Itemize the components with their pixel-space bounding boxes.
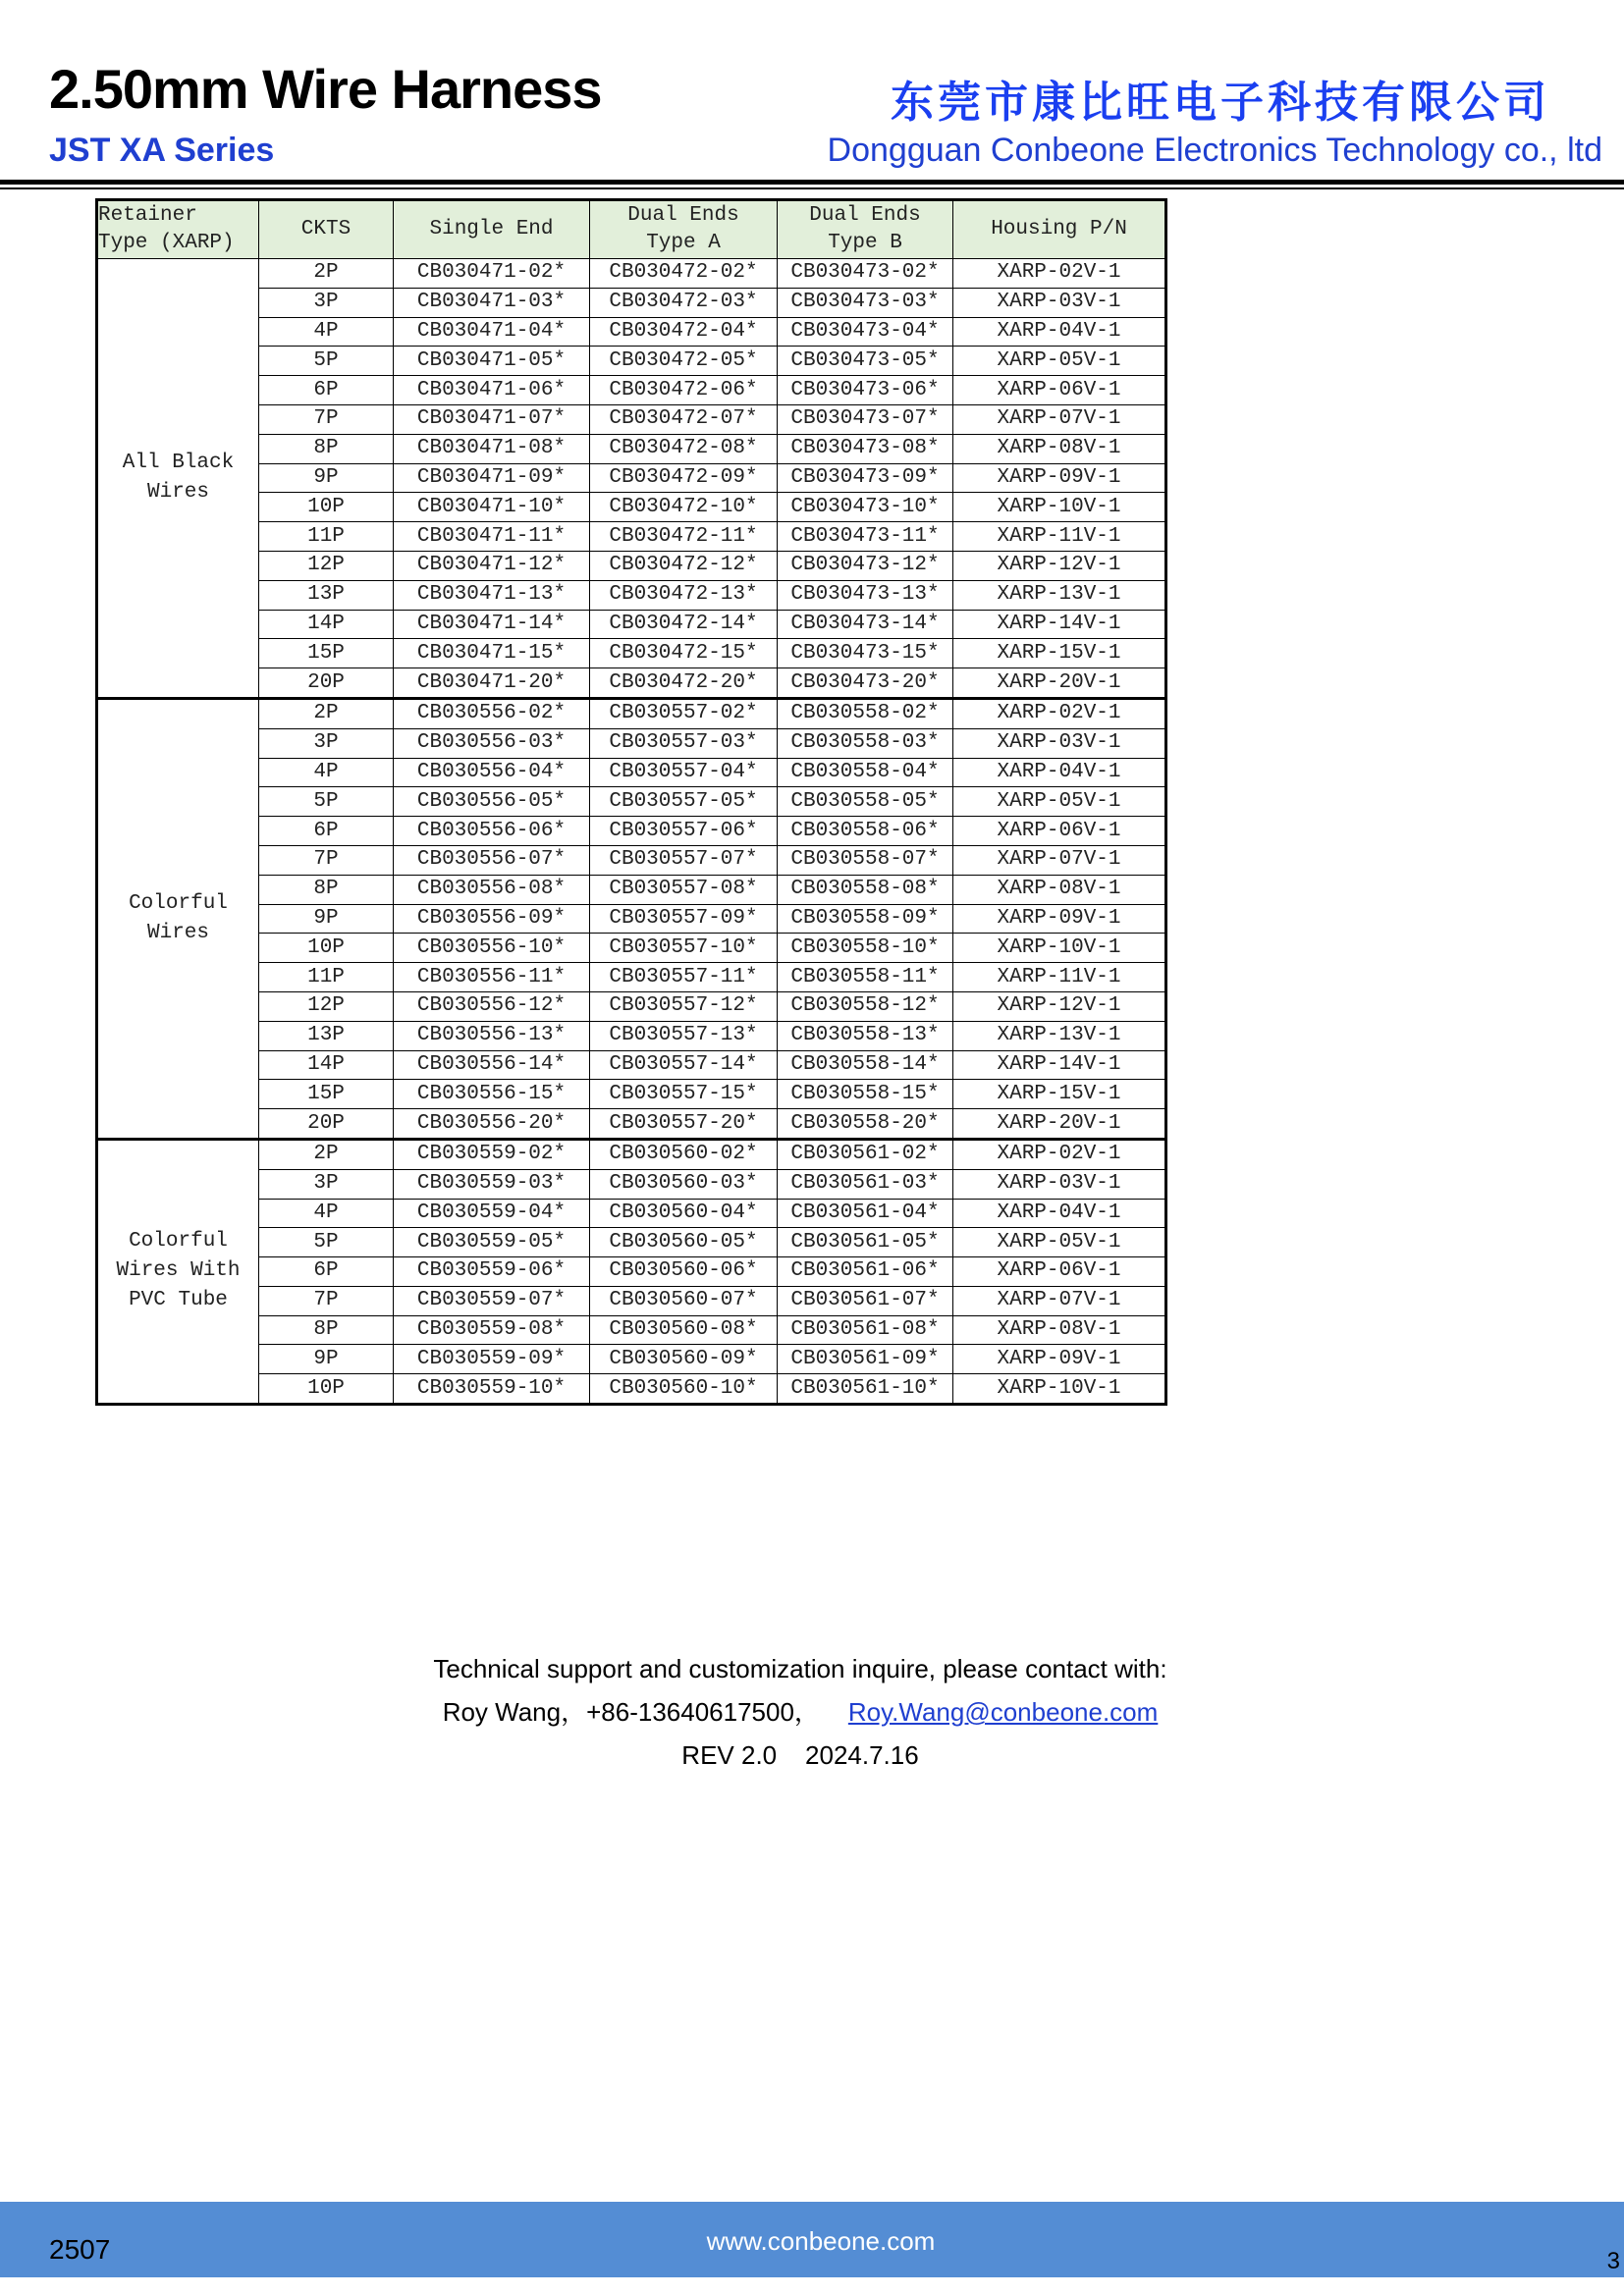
housing-pn-cell: XARP-03V-1 (953, 288, 1166, 317)
housing-pn-cell: XARP-04V-1 (953, 317, 1166, 347)
housing-pn-cell: XARP-14V-1 (953, 610, 1166, 639)
single-end-cell: CB030471-12* (394, 551, 590, 580)
dual-ends-a-cell: CB030472-20* (590, 668, 778, 699)
housing-pn-cell: XARP-04V-1 (953, 1199, 1166, 1228)
header-single-end: Single End (394, 200, 590, 259)
ckts-cell: 20P (259, 1109, 394, 1140)
dual-ends-b-cell: CB030558-10* (778, 934, 953, 963)
dual-ends-a-cell: CB030472-06* (590, 376, 778, 405)
ckts-cell: 13P (259, 1021, 394, 1050)
dual-ends-b-cell: CB030473-20* (778, 668, 953, 699)
header-housing-pn: Housing P/N (953, 200, 1166, 259)
ckts-cell: 2P (259, 698, 394, 728)
header-ckts: CKTS (259, 200, 394, 259)
ckts-cell: 7P (259, 404, 394, 434)
single-end-cell: CB030559-10* (394, 1374, 590, 1405)
dual-ends-b-cell: CB030561-06* (778, 1257, 953, 1287)
ckts-cell: 15P (259, 639, 394, 668)
ckts-cell: 9P (259, 463, 394, 493)
housing-pn-cell: XARP-14V-1 (953, 1050, 1166, 1080)
ckts-cell: 4P (259, 1199, 394, 1228)
company-name-english: Dongguan Conbeone Electronics Technology co., ltd (827, 132, 1602, 169)
housing-pn-cell: XARP-10V-1 (953, 1374, 1166, 1405)
header-rule-thin (0, 187, 1624, 189)
single-end-cell: CB030556-15* (394, 1080, 590, 1109)
revision-date: 2024.7.16 (805, 1740, 919, 1770)
series-subtitle: JST XA Series (49, 132, 275, 169)
single-end-cell: CB030556-03* (394, 728, 590, 758)
table-row (97, 259, 1166, 289)
dual-ends-b-cell: CB030558-05* (778, 787, 953, 817)
housing-pn-cell: XARP-05V-1 (953, 347, 1166, 376)
contact-block (0, 1647, 1600, 1777)
dual-ends-a-cell: CB030560-02* (590, 1139, 778, 1169)
dual-ends-b-cell: CB030473-13* (778, 580, 953, 610)
dual-ends-b-cell: CB030558-13* (778, 1021, 953, 1050)
ckts-cell: 13P (259, 580, 394, 610)
housing-pn-cell: XARP-07V-1 (953, 1286, 1166, 1315)
dual-ends-a-cell: CB030472-07* (590, 404, 778, 434)
single-end-cell: CB030556-14* (394, 1050, 590, 1080)
revision: REV 2.0 (681, 1740, 778, 1770)
dual-ends-b-cell: CB030558-03* (778, 728, 953, 758)
housing-pn-cell: XARP-09V-1 (953, 463, 1166, 493)
ckts-cell: 14P (259, 610, 394, 639)
housing-pn-cell: XARP-13V-1 (953, 580, 1166, 610)
dual-ends-a-cell: CB030560-09* (590, 1345, 778, 1374)
ckts-cell: 8P (259, 875, 394, 904)
single-end-cell: CB030471-06* (394, 376, 590, 405)
housing-pn-cell: XARP-05V-1 (953, 1228, 1166, 1257)
dual-ends-a-cell: CB030472-13* (590, 580, 778, 610)
single-end-cell: CB030559-09* (394, 1345, 590, 1374)
single-end-cell: CB030556-10* (394, 934, 590, 963)
dual-ends-a-cell: CB030560-10* (590, 1374, 778, 1405)
ckts-cell: 9P (259, 1345, 394, 1374)
single-end-cell: CB030556-02* (394, 698, 590, 728)
ckts-cell: 8P (259, 434, 394, 463)
single-end-cell: CB030556-08* (394, 875, 590, 904)
ckts-cell: 8P (259, 1315, 394, 1345)
ckts-cell: 3P (259, 728, 394, 758)
table-row (97, 698, 1166, 728)
dual-ends-a-cell: CB030560-07* (590, 1286, 778, 1315)
ckts-cell: 2P (259, 1139, 394, 1169)
ckts-cell: 3P (259, 288, 394, 317)
dual-ends-a-cell: CB030472-08* (590, 434, 778, 463)
dual-ends-a-cell: CB030557-08* (590, 875, 778, 904)
single-end-cell: CB030471-11* (394, 522, 590, 552)
housing-pn-cell: XARP-08V-1 (953, 875, 1166, 904)
dual-ends-a-cell: CB030557-20* (590, 1109, 778, 1140)
dual-ends-a-cell: CB030557-02* (590, 698, 778, 728)
single-end-cell: CB030559-07* (394, 1286, 590, 1315)
dual-ends-b-cell: CB030561-10* (778, 1374, 953, 1405)
single-end-cell: CB030556-20* (394, 1109, 590, 1140)
single-end-cell: CB030559-02* (394, 1139, 590, 1169)
dual-ends-a-cell: CB030472-02* (590, 259, 778, 289)
housing-pn-cell: XARP-08V-1 (953, 1315, 1166, 1345)
header-retainer-type: Retainer Type (XARP) (97, 200, 259, 259)
dual-ends-a-cell: CB030557-04* (590, 758, 778, 787)
ckts-cell: 20P (259, 668, 394, 699)
dual-ends-b-cell: CB030558-08* (778, 875, 953, 904)
housing-pn-cell: XARP-02V-1 (953, 259, 1166, 289)
housing-pn-cell: XARP-11V-1 (953, 522, 1166, 552)
housing-pn-cell: XARP-13V-1 (953, 1021, 1166, 1050)
company-name-chinese: 东莞市康比旺电子科技有限公司 (891, 78, 1550, 128)
ckts-cell: 14P (259, 1050, 394, 1080)
dual-ends-b-cell: CB030473-05* (778, 347, 953, 376)
dual-ends-b-cell: CB030473-09* (778, 463, 953, 493)
single-end-cell: CB030471-07* (394, 404, 590, 434)
ckts-cell: 6P (259, 1257, 394, 1287)
single-end-cell: CB030471-20* (394, 668, 590, 699)
footer-website[interactable]: www.conbeone.com (706, 2226, 936, 2256)
dual-ends-a-cell: CB030472-11* (590, 522, 778, 552)
page-number: 3 (1606, 2248, 1620, 2274)
dual-ends-b-cell: CB030561-05* (778, 1228, 953, 1257)
table-row (97, 1139, 1166, 1169)
header-rule-thick (0, 180, 1624, 185)
dual-ends-b-cell: CB030473-06* (778, 376, 953, 405)
single-end-cell: CB030556-13* (394, 1021, 590, 1050)
single-end-cell: CB030556-07* (394, 845, 590, 875)
single-end-cell: CB030471-04* (394, 317, 590, 347)
single-end-cell: CB030471-02* (394, 259, 590, 289)
dual-ends-b-cell: CB030558-12* (778, 991, 953, 1021)
ckts-cell: 3P (259, 1169, 394, 1199)
table-header-row (97, 200, 1166, 259)
dual-ends-a-cell: CB030557-14* (590, 1050, 778, 1080)
single-end-cell: CB030471-15* (394, 639, 590, 668)
dual-ends-b-cell: CB030473-07* (778, 404, 953, 434)
single-end-cell: CB030556-09* (394, 904, 590, 934)
single-end-cell: CB030471-09* (394, 463, 590, 493)
housing-pn-cell: XARP-11V-1 (953, 963, 1166, 992)
single-end-cell: CB030559-06* (394, 1257, 590, 1287)
dual-ends-b-cell: CB030558-09* (778, 904, 953, 934)
retainer-type-cell: Colorful Wires With PVC Tube (97, 1139, 259, 1404)
dual-ends-a-cell: CB030472-12* (590, 551, 778, 580)
dual-ends-a-cell: CB030472-04* (590, 317, 778, 347)
single-end-cell: CB030559-05* (394, 1228, 590, 1257)
single-end-cell: CB030471-05* (394, 347, 590, 376)
dual-ends-b-cell: CB030473-15* (778, 639, 953, 668)
dual-ends-b-cell: CB030473-11* (778, 522, 953, 552)
housing-pn-cell: XARP-12V-1 (953, 551, 1166, 580)
dual-ends-b-cell: CB030561-08* (778, 1315, 953, 1345)
dual-ends-a-cell: CB030557-11* (590, 963, 778, 992)
ckts-cell: 5P (259, 1228, 394, 1257)
dual-ends-b-cell: CB030561-07* (778, 1286, 953, 1315)
footer-code: 2507 (49, 2234, 111, 2265)
dual-ends-b-cell: CB030473-10* (778, 493, 953, 522)
dual-ends-a-cell: CB030560-08* (590, 1315, 778, 1345)
single-end-cell: CB030471-08* (394, 434, 590, 463)
dual-ends-b-cell: CB030558-20* (778, 1109, 953, 1140)
ckts-cell: 5P (259, 347, 394, 376)
header-dual-ends-type-a: Dual Ends Type A (590, 200, 778, 259)
dual-ends-a-cell: CB030557-05* (590, 787, 778, 817)
housing-pn-cell: XARP-20V-1 (953, 1109, 1166, 1140)
ckts-cell: 10P (259, 1374, 394, 1405)
contact-email-link[interactable]: Roy.Wang@conbeone.com (847, 1697, 1159, 1727)
single-end-cell: CB030559-08* (394, 1315, 590, 1345)
housing-pn-cell: XARP-08V-1 (953, 434, 1166, 463)
housing-pn-cell: XARP-07V-1 (953, 845, 1166, 875)
housing-pn-cell: XARP-04V-1 (953, 758, 1166, 787)
dual-ends-b-cell: CB030561-09* (778, 1345, 953, 1374)
single-end-cell: CB030471-14* (394, 610, 590, 639)
housing-pn-cell: XARP-06V-1 (953, 1257, 1166, 1287)
housing-pn-cell: XARP-09V-1 (953, 1345, 1166, 1374)
housing-pn-cell: XARP-02V-1 (953, 698, 1166, 728)
housing-pn-cell: XARP-15V-1 (953, 1080, 1166, 1109)
dual-ends-b-cell: CB030558-15* (778, 1080, 953, 1109)
dual-ends-b-cell: CB030558-11* (778, 963, 953, 992)
single-end-cell: CB030471-03* (394, 288, 590, 317)
dual-ends-a-cell: CB030560-05* (590, 1228, 778, 1257)
ckts-cell: 7P (259, 845, 394, 875)
single-end-cell: CB030556-11* (394, 963, 590, 992)
dual-ends-a-cell: CB030472-03* (590, 288, 778, 317)
single-end-cell: CB030471-10* (394, 493, 590, 522)
dual-ends-a-cell: CB030557-06* (590, 817, 778, 846)
housing-pn-cell: XARP-06V-1 (953, 376, 1166, 405)
ckts-cell: 11P (259, 522, 394, 552)
dual-ends-b-cell: CB030473-02* (778, 259, 953, 289)
dual-ends-b-cell: CB030473-04* (778, 317, 953, 347)
dual-ends-b-cell: CB030558-04* (778, 758, 953, 787)
single-end-cell: CB030556-04* (394, 758, 590, 787)
ckts-cell: 10P (259, 493, 394, 522)
housing-pn-cell: XARP-10V-1 (953, 493, 1166, 522)
dual-ends-a-cell: CB030472-10* (590, 493, 778, 522)
ckts-cell: 11P (259, 963, 394, 992)
dual-ends-a-cell: CB030560-04* (590, 1199, 778, 1228)
housing-pn-cell: XARP-03V-1 (953, 728, 1166, 758)
housing-pn-cell: XARP-06V-1 (953, 817, 1166, 846)
ckts-cell: 15P (259, 1080, 394, 1109)
housing-pn-cell: XARP-07V-1 (953, 404, 1166, 434)
dual-ends-a-cell: CB030472-14* (590, 610, 778, 639)
dual-ends-b-cell: CB030473-08* (778, 434, 953, 463)
dual-ends-b-cell: CB030558-06* (778, 817, 953, 846)
dual-ends-b-cell: CB030473-12* (778, 551, 953, 580)
housing-pn-cell: XARP-20V-1 (953, 668, 1166, 699)
dual-ends-b-cell: CB030561-02* (778, 1139, 953, 1169)
ckts-cell: 6P (259, 817, 394, 846)
single-end-cell: CB030556-05* (394, 787, 590, 817)
single-end-cell: CB030559-04* (394, 1199, 590, 1228)
housing-pn-cell: XARP-05V-1 (953, 787, 1166, 817)
dual-ends-b-cell: CB030561-04* (778, 1199, 953, 1228)
single-end-cell: CB030471-13* (394, 580, 590, 610)
ckts-cell: 4P (259, 758, 394, 787)
ckts-cell: 10P (259, 934, 394, 963)
ckts-cell: 7P (259, 1286, 394, 1315)
single-end-cell: CB030556-06* (394, 817, 590, 846)
document-title: 2.50mm Wire Harness (49, 58, 602, 120)
dual-ends-b-cell: CB030558-02* (778, 698, 953, 728)
ckts-cell: 9P (259, 904, 394, 934)
retainer-type-cell: All Black Wires (97, 259, 259, 699)
housing-pn-cell: XARP-03V-1 (953, 1169, 1166, 1199)
dual-ends-a-cell: CB030557-12* (590, 991, 778, 1021)
dual-ends-a-cell: CB030557-07* (590, 845, 778, 875)
ckts-cell: 2P (259, 259, 394, 289)
dual-ends-b-cell: CB030473-03* (778, 288, 953, 317)
housing-pn-cell: XARP-10V-1 (953, 934, 1166, 963)
dual-ends-b-cell: CB030558-07* (778, 845, 953, 875)
part-number-table (95, 198, 1167, 1406)
ckts-cell: 12P (259, 991, 394, 1021)
contact-name-phone: Roy Wang，+86-13640617500， (442, 1697, 820, 1727)
ckts-cell: 4P (259, 317, 394, 347)
dual-ends-a-cell: CB030557-03* (590, 728, 778, 758)
ckts-cell: 12P (259, 551, 394, 580)
dual-ends-a-cell: CB030472-05* (590, 347, 778, 376)
housing-pn-cell: XARP-15V-1 (953, 639, 1166, 668)
dual-ends-a-cell: CB030472-09* (590, 463, 778, 493)
contact-intro: Technical support and customization inquire, please contact with: (433, 1654, 1167, 1683)
dual-ends-a-cell: CB030557-15* (590, 1080, 778, 1109)
header-dual-ends-type-b: Dual Ends Type B (778, 200, 953, 259)
dual-ends-a-cell: CB030557-09* (590, 904, 778, 934)
single-end-cell: CB030559-03* (394, 1169, 590, 1199)
housing-pn-cell: XARP-09V-1 (953, 904, 1166, 934)
ckts-cell: 5P (259, 787, 394, 817)
single-end-cell: CB030556-12* (394, 991, 590, 1021)
housing-pn-cell: XARP-02V-1 (953, 1139, 1166, 1169)
retainer-type-cell: Colorful Wires (97, 698, 259, 1139)
dual-ends-a-cell: CB030472-15* (590, 639, 778, 668)
dual-ends-a-cell: CB030557-10* (590, 934, 778, 963)
housing-pn-cell: XARP-12V-1 (953, 991, 1166, 1021)
dual-ends-a-cell: CB030560-06* (590, 1257, 778, 1287)
dual-ends-a-cell: CB030560-03* (590, 1169, 778, 1199)
dual-ends-a-cell: CB030557-13* (590, 1021, 778, 1050)
dual-ends-b-cell: CB030558-14* (778, 1050, 953, 1080)
dual-ends-b-cell: CB030561-03* (778, 1169, 953, 1199)
dual-ends-b-cell: CB030473-14* (778, 610, 953, 639)
ckts-cell: 6P (259, 376, 394, 405)
